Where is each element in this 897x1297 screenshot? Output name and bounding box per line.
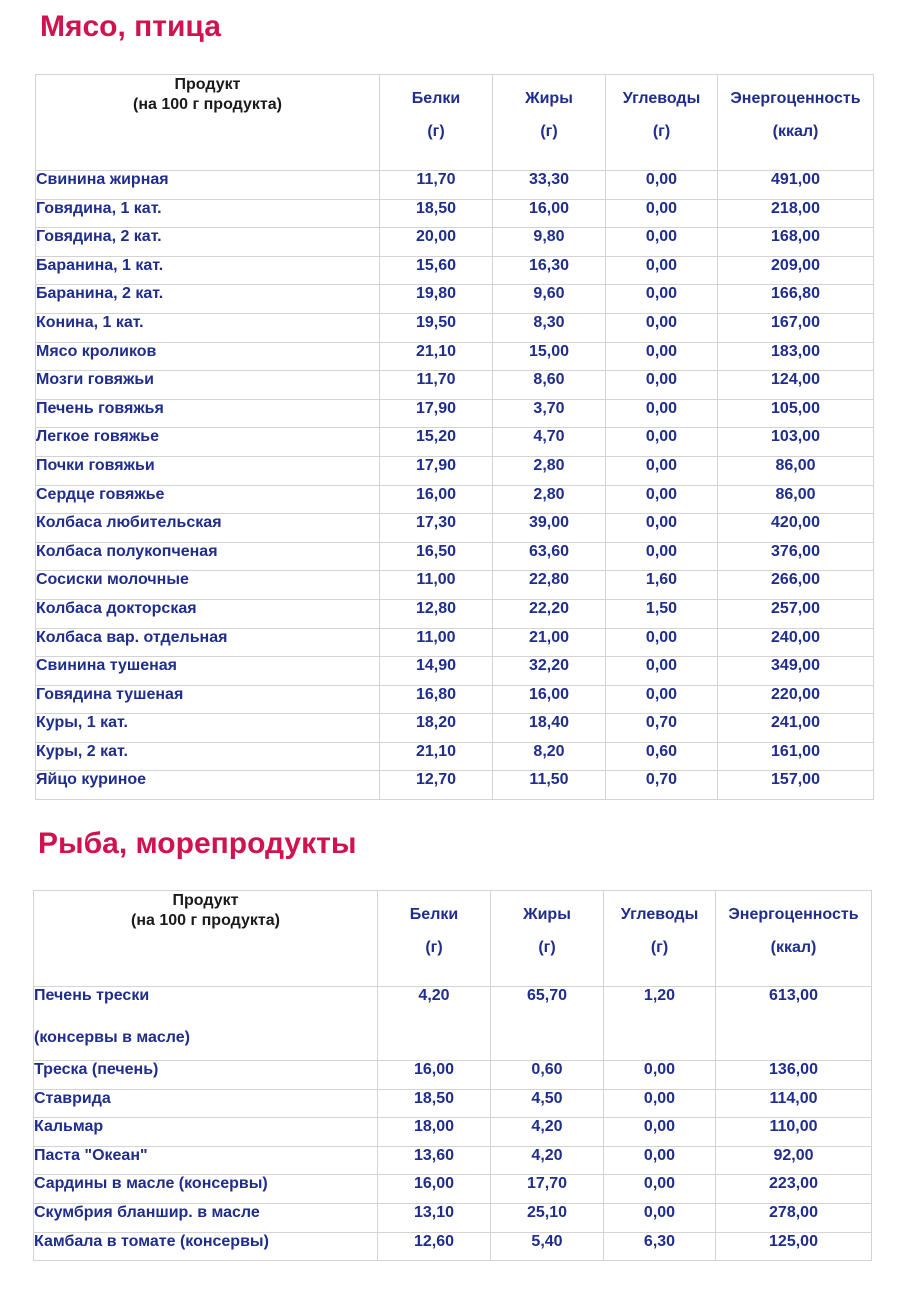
product-name-cell	[36, 599, 380, 628]
table-row	[34, 1175, 872, 1204]
product-name-cell	[36, 571, 380, 600]
fat-cell: 3,70	[493, 399, 606, 428]
protein-cell: 11,70	[380, 371, 493, 400]
header-energy-unit: (ккал)	[770, 939, 817, 956]
table-row	[36, 428, 874, 457]
fat-cell: 2,80	[493, 485, 606, 514]
product-name: Говядина, 2 кат.	[36, 228, 162, 246]
energy-cell: 167,00	[718, 313, 874, 342]
product-name: Баранина, 2 кат.	[36, 285, 164, 303]
protein-cell: 18,50	[380, 199, 493, 228]
table-row	[36, 599, 874, 628]
fat-cell: 22,20	[493, 599, 606, 628]
product-name-cell	[36, 171, 380, 200]
carbs-cell: 0,00	[606, 228, 718, 257]
fat-cell: 39,00	[493, 514, 606, 543]
table-row	[36, 285, 874, 314]
protein-cell: 17,90	[380, 399, 493, 428]
table-row	[36, 342, 874, 371]
fat-cell: 16,00	[493, 685, 606, 714]
carbs-cell: 0,00	[606, 542, 718, 571]
product-name-cell	[34, 1203, 378, 1232]
table-row	[34, 1118, 872, 1147]
carbs-cell: 0,00	[606, 371, 718, 400]
table-header-row	[36, 75, 874, 171]
protein-cell: 11,00	[380, 571, 493, 600]
carbs-cell: 0,70	[606, 714, 718, 743]
table-header-row	[34, 891, 872, 987]
protein-cell: 17,90	[380, 456, 493, 485]
carbs-cell: 0,00	[604, 1146, 716, 1175]
table-row	[36, 742, 874, 771]
meat-table	[35, 74, 874, 800]
product-name: Свинина жирная	[36, 171, 169, 188]
header-fat-label: Жиры	[523, 906, 571, 923]
header-energy-label: Энергоценность	[728, 906, 859, 923]
energy-cell: 266,00	[718, 571, 874, 600]
fat-cell: 25,10	[491, 1203, 604, 1232]
fat-cell: 32,20	[493, 657, 606, 686]
protein-cell: 16,80	[380, 685, 493, 714]
product-name-cell	[34, 1118, 378, 1147]
product-name: Колбаса докторская	[36, 599, 197, 617]
protein-cell: 12,80	[380, 599, 493, 628]
energy-cell: 257,00	[718, 599, 874, 628]
carbs-cell: 0,00	[606, 256, 718, 285]
energy-cell: 376,00	[718, 542, 874, 571]
protein-cell: 18,50	[378, 1089, 491, 1118]
fat-cell: 22,80	[493, 571, 606, 600]
product-name-cell	[36, 514, 380, 543]
header-carbs-label: Углеводы	[622, 90, 701, 107]
product-name: Свинина тушеная	[36, 657, 177, 675]
table-row	[36, 256, 874, 285]
product-name: Колбаса вар. отдельная	[36, 628, 228, 646]
protein-cell: 15,60	[380, 256, 493, 285]
product-name: Колбаса полукопченая	[36, 542, 218, 560]
table-row	[36, 313, 874, 342]
protein-cell: 15,20	[380, 428, 493, 457]
carbs-cell: 0,00	[606, 657, 718, 686]
product-name-cell	[36, 456, 380, 485]
table-row	[34, 1089, 872, 1118]
fat-cell: 11,50	[493, 771, 606, 800]
product-name-cell	[36, 771, 380, 800]
product-name-cell	[36, 199, 380, 228]
fat-cell: 15,00	[493, 342, 606, 371]
header-product-label: Продукт	[172, 892, 239, 909]
table-row	[34, 1203, 872, 1232]
carbs-cell: 0,00	[604, 1061, 716, 1090]
product-name-cell	[36, 428, 380, 457]
product-name: Камбала в томате (консервы)	[34, 1232, 269, 1250]
product-name: Конина, 1 кат.	[36, 313, 144, 331]
energy-cell: 161,00	[718, 742, 874, 771]
table-row	[36, 456, 874, 485]
header-protein	[378, 891, 491, 987]
fat-cell: 8,60	[493, 371, 606, 400]
energy-cell: 613,00	[716, 987, 872, 1061]
header-fat	[493, 75, 606, 171]
fat-cell: 21,00	[493, 628, 606, 657]
protein-cell: 12,70	[380, 771, 493, 800]
product-name: Сардины в масле (консервы)	[34, 1175, 268, 1193]
table-row	[36, 714, 874, 743]
product-name-cell	[36, 628, 380, 657]
carbs-cell: 0,00	[606, 399, 718, 428]
protein-cell: 18,00	[378, 1118, 491, 1147]
energy-cell: 209,00	[718, 256, 874, 285]
product-name: Треска (печень)	[34, 1061, 159, 1078]
fat-cell: 18,40	[493, 714, 606, 743]
protein-cell: 21,10	[380, 342, 493, 371]
carbs-cell: 0,60	[606, 742, 718, 771]
protein-cell: 13,10	[378, 1203, 491, 1232]
header-energy	[718, 75, 874, 171]
energy-cell: 183,00	[718, 342, 874, 371]
protein-cell: 16,00	[378, 1061, 491, 1090]
product-name-cell	[36, 313, 380, 342]
carbs-cell: 0,00	[606, 456, 718, 485]
product-name-cell	[36, 228, 380, 257]
header-fat	[491, 891, 604, 987]
energy-cell: 157,00	[718, 771, 874, 800]
table-row	[34, 987, 872, 1061]
protein-cell: 16,50	[380, 542, 493, 571]
fat-cell: 65,70	[491, 987, 604, 1061]
carbs-cell: 0,00	[606, 428, 718, 457]
protein-cell: 12,60	[378, 1232, 491, 1261]
table-row	[36, 199, 874, 228]
table-row	[36, 685, 874, 714]
header-energy	[716, 891, 872, 987]
protein-cell: 19,50	[380, 313, 493, 342]
energy-cell: 168,00	[718, 228, 874, 257]
table-row	[36, 628, 874, 657]
carbs-cell: 1,60	[606, 571, 718, 600]
product-name-cell	[36, 485, 380, 514]
protein-cell: 19,80	[380, 285, 493, 314]
table-row	[36, 371, 874, 400]
header-protein	[380, 75, 493, 171]
header-product	[36, 75, 380, 171]
header-protein-label: Белки	[409, 906, 459, 923]
header-product-unit: (на 100 г продукта)	[133, 96, 282, 113]
product-name: Легкое говяжье	[36, 428, 159, 446]
fat-cell: 8,30	[493, 313, 606, 342]
product-name: Говядина, 1 кат.	[36, 199, 162, 217]
carbs-cell: 0,00	[604, 1175, 716, 1204]
carbs-cell: 0,00	[604, 1089, 716, 1118]
protein-cell: 11,70	[380, 171, 493, 200]
product-name-cell	[36, 285, 380, 314]
product-name: Куры, 2 кат.	[36, 742, 128, 760]
table-row	[36, 542, 874, 571]
header-product-label: Продукт	[174, 76, 241, 93]
fat-cell: 4,70	[493, 428, 606, 457]
energy-cell: 114,00	[716, 1089, 872, 1118]
energy-cell: 105,00	[718, 399, 874, 428]
protein-cell: 18,20	[380, 714, 493, 743]
section-title-meat: Мясо, птица	[40, 10, 221, 43]
carbs-cell: 0,00	[606, 628, 718, 657]
carbs-cell: 0,00	[606, 285, 718, 314]
carbs-cell: 0,70	[606, 771, 718, 800]
product-name: Скумбрия бланшир. в масле	[34, 1203, 260, 1221]
carbs-cell: 0,00	[606, 342, 718, 371]
table-row	[36, 657, 874, 686]
table-row	[36, 399, 874, 428]
table-row	[36, 485, 874, 514]
fat-cell: 16,30	[493, 256, 606, 285]
protein-cell: 21,10	[380, 742, 493, 771]
fat-cell: 4,20	[491, 1146, 604, 1175]
product-name-cell	[34, 1061, 378, 1090]
energy-cell: 241,00	[718, 714, 874, 743]
energy-cell: 136,00	[716, 1061, 872, 1090]
energy-cell: 349,00	[718, 657, 874, 686]
carbs-cell: 1,50	[606, 599, 718, 628]
header-product-unit: (на 100 г продукта)	[131, 912, 280, 929]
product-name: Сердце говяжье	[36, 485, 165, 503]
product-name-note: (консервы в масле)	[34, 1029, 190, 1046]
product-name: Говядина тушеная	[36, 685, 184, 703]
table-row	[36, 514, 874, 543]
energy-cell: 125,00	[716, 1232, 872, 1261]
fat-cell: 0,60	[491, 1061, 604, 1090]
product-name-cell	[36, 714, 380, 743]
product-name-cell	[36, 399, 380, 428]
product-name-cell	[34, 1146, 378, 1175]
energy-cell: 86,00	[718, 456, 874, 485]
product-name: Яйцо куриное	[36, 771, 147, 789]
header-protein-unit: (г)	[427, 123, 445, 140]
protein-cell: 17,30	[380, 514, 493, 543]
header-product	[34, 891, 378, 987]
protein-cell: 16,00	[378, 1175, 491, 1204]
header-energy-unit: (ккал)	[772, 123, 819, 140]
product-name-cell	[36, 742, 380, 771]
energy-cell: 92,00	[716, 1146, 872, 1175]
energy-cell: 220,00	[718, 685, 874, 714]
product-name: Ставрида	[34, 1089, 111, 1107]
fat-cell: 33,30	[493, 171, 606, 200]
product-name-cell	[34, 1232, 378, 1261]
protein-cell: 11,00	[380, 628, 493, 657]
carbs-cell: 1,20	[604, 987, 716, 1061]
product-name-cell	[36, 657, 380, 686]
protein-cell: 13,60	[378, 1146, 491, 1175]
fish-table	[33, 890, 872, 1261]
protein-cell: 20,00	[380, 228, 493, 257]
product-name: Куры, 1 кат.	[36, 714, 128, 732]
energy-cell: 278,00	[716, 1203, 872, 1232]
energy-cell: 124,00	[718, 371, 874, 400]
carbs-cell: 0,00	[604, 1118, 716, 1147]
carbs-cell: 6,30	[604, 1232, 716, 1261]
product-name: Колбаса любительская	[36, 514, 222, 532]
fat-cell: 4,20	[491, 1118, 604, 1147]
product-name: Паста "Океан"	[34, 1146, 148, 1164]
header-carbs-unit: (г)	[650, 939, 669, 956]
header-fat-unit: (г)	[538, 939, 556, 956]
fat-cell: 8,20	[493, 742, 606, 771]
fat-cell: 2,80	[493, 456, 606, 485]
table-row	[36, 171, 874, 200]
energy-cell: 491,00	[718, 171, 874, 200]
header-energy-label: Энергоценность	[730, 90, 861, 107]
energy-cell: 110,00	[716, 1118, 872, 1147]
fish-table-body	[34, 987, 872, 1261]
fat-cell: 63,60	[493, 542, 606, 571]
header-protein-label: Белки	[411, 90, 461, 107]
energy-cell: 223,00	[716, 1175, 872, 1204]
energy-cell: 420,00	[718, 514, 874, 543]
header-carbs-label: Углеводы	[620, 906, 699, 923]
fat-cell: 4,50	[491, 1089, 604, 1118]
carbs-cell: 0,00	[604, 1203, 716, 1232]
header-carbs-unit: (г)	[652, 123, 671, 140]
product-name-cell	[36, 342, 380, 371]
carbs-cell: 0,00	[606, 485, 718, 514]
product-name: Сосиски молочные	[36, 571, 189, 589]
product-name: Печень говяжья	[36, 399, 164, 417]
product-name: Почки говяжьи	[36, 456, 155, 474]
table-row	[36, 571, 874, 600]
header-fat-label: Жиры	[525, 90, 573, 107]
energy-cell: 103,00	[718, 428, 874, 457]
protein-cell: 16,00	[380, 485, 493, 514]
energy-cell: 86,00	[718, 485, 874, 514]
table-row	[36, 771, 874, 800]
product-name-cell	[34, 1089, 378, 1118]
fat-cell: 5,40	[491, 1232, 604, 1261]
product-name-cell	[36, 371, 380, 400]
header-protein-unit: (г)	[425, 939, 443, 956]
table-row	[34, 1061, 872, 1090]
product-name: Баранина, 1 кат.	[36, 256, 164, 274]
product-name: Кальмар	[34, 1118, 104, 1136]
product-name: Мясо кроликов	[36, 342, 157, 360]
product-name: Печень трески	[34, 987, 150, 1004]
product-name-cell	[36, 256, 380, 285]
meat-table-body	[36, 171, 874, 800]
header-carbs	[604, 891, 716, 987]
carbs-cell: 0,00	[606, 171, 718, 200]
energy-cell: 240,00	[718, 628, 874, 657]
energy-cell: 166,80	[718, 285, 874, 314]
carbs-cell: 0,00	[606, 313, 718, 342]
table-row	[34, 1232, 872, 1261]
header-carbs	[606, 75, 718, 171]
energy-cell: 218,00	[718, 199, 874, 228]
header-fat-unit: (г)	[540, 123, 558, 140]
fat-cell: 17,70	[491, 1175, 604, 1204]
product-name: Мозги говяжьи	[36, 371, 154, 389]
fat-cell: 9,80	[493, 228, 606, 257]
carbs-cell: 0,00	[606, 514, 718, 543]
product-name-cell	[34, 987, 378, 1061]
carbs-cell: 0,00	[606, 199, 718, 228]
product-name-cell	[36, 685, 380, 714]
product-name-cell	[34, 1175, 378, 1204]
table-row	[36, 228, 874, 257]
protein-cell: 4,20	[378, 987, 491, 1061]
carbs-cell: 0,00	[606, 685, 718, 714]
product-name-cell	[36, 542, 380, 571]
section-title-fish: Рыба, морепродукты	[38, 827, 357, 860]
table-row	[34, 1146, 872, 1175]
fat-cell: 16,00	[493, 199, 606, 228]
fat-cell: 9,60	[493, 285, 606, 314]
protein-cell: 14,90	[380, 657, 493, 686]
